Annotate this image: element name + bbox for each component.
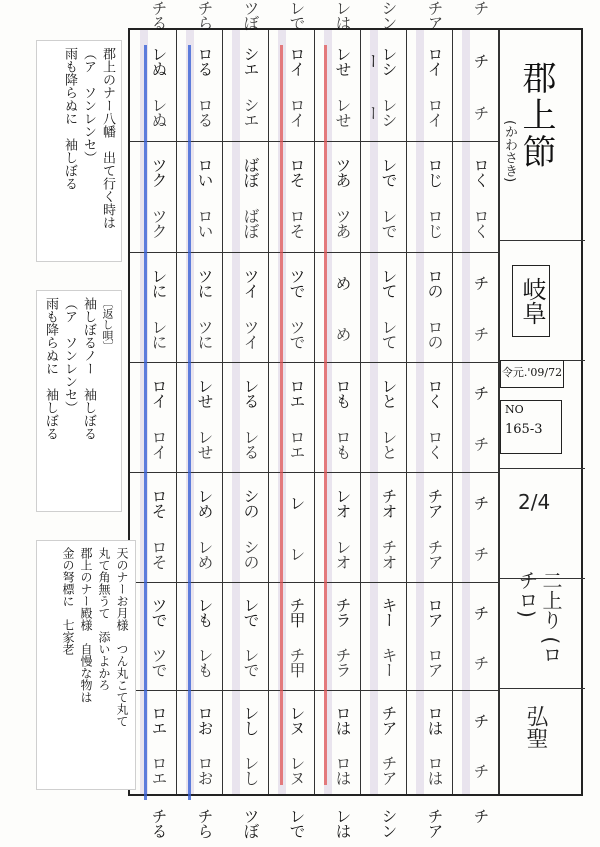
notation-cell: ばぼ bbox=[241, 208, 260, 239]
region-box: 岐阜 bbox=[512, 265, 550, 337]
header-divider bbox=[498, 688, 585, 689]
row-divider bbox=[130, 582, 498, 583]
notation-cell: ツあ bbox=[333, 208, 352, 239]
notation-cell: ツイ bbox=[241, 318, 260, 349]
notation-cell: ツぼ bbox=[241, 0, 260, 30]
notation-cell: チ bbox=[471, 495, 490, 510]
notation-cell: ツで bbox=[149, 647, 168, 677]
notation-cell: レに bbox=[149, 267, 168, 298]
notation-cell: レめ bbox=[195, 538, 214, 569]
notation-cell: ロく bbox=[425, 428, 444, 459]
notation-cell: ロイ bbox=[287, 45, 306, 76]
notation-cell: ツぼ bbox=[241, 808, 260, 838]
notation-cell: ロも bbox=[333, 377, 352, 408]
notation-cell: ロイ bbox=[425, 45, 444, 76]
notation-cell: チる bbox=[149, 808, 168, 838]
notation-cell: レヌ bbox=[287, 755, 306, 785]
notation-cell: ツあ bbox=[333, 156, 352, 187]
notation-cell: チら bbox=[195, 808, 214, 838]
notation-cell: ロの bbox=[425, 267, 444, 298]
notation-cell: シン bbox=[379, 808, 398, 838]
notation-cell: ロエ bbox=[149, 705, 168, 735]
notation-cell: ロく bbox=[471, 208, 490, 239]
notation-cell: ロそ bbox=[149, 538, 168, 569]
notation-cell: チ bbox=[471, 546, 490, 561]
notation-cell: レめ bbox=[195, 487, 214, 518]
notation-cell: ロエ bbox=[287, 377, 306, 408]
notation-cell: チア bbox=[379, 755, 398, 785]
reference-number-label: NO bbox=[505, 403, 524, 416]
notation-cell: レ bbox=[287, 495, 306, 510]
notation-cell: キー bbox=[379, 647, 398, 677]
lyrics-verse-1 bbox=[36, 40, 122, 262]
notation-cell: レで bbox=[241, 647, 260, 677]
row-divider bbox=[130, 252, 498, 253]
reference-number: 165-3 bbox=[505, 422, 543, 437]
notation-cell: レる bbox=[241, 377, 260, 408]
lyric-line: 雨も降らぬに 袖しぼる bbox=[43, 297, 58, 440]
notation-cell: ロイ bbox=[149, 428, 168, 459]
notation-cell: ツに bbox=[195, 318, 214, 349]
notation-cell: ロは bbox=[333, 705, 352, 735]
lyrics-verse-2 bbox=[36, 290, 122, 512]
notation-cell: め bbox=[333, 275, 352, 290]
notation-cell: レし bbox=[241, 705, 260, 735]
notation-cell: レぬ bbox=[149, 97, 168, 128]
notation-cell: シエ bbox=[241, 45, 260, 76]
notation-cell: ロも bbox=[333, 428, 352, 459]
notation-cell: ロは bbox=[425, 705, 444, 735]
row-divider bbox=[130, 141, 498, 142]
notation-cell: レせ bbox=[333, 45, 352, 76]
notation-cell: チ bbox=[471, 326, 490, 341]
notation-cell: ばぼ bbox=[241, 156, 260, 187]
notation-cell: ロは bbox=[425, 755, 444, 785]
notation-cell: チア bbox=[425, 808, 444, 838]
notation-cell: ロく bbox=[471, 156, 490, 187]
lyric-line: 天のナーお月様 つん丸こて丸て bbox=[115, 547, 129, 727]
notation-cell: チア bbox=[425, 538, 444, 569]
row-divider bbox=[130, 690, 498, 691]
row-divider bbox=[130, 362, 498, 363]
notation-cell: レで bbox=[379, 208, 398, 239]
notation-cell: チ bbox=[471, 604, 490, 620]
notation-cell: ツク bbox=[149, 208, 168, 239]
lyric-line: 袖しぼるノー 袖しぼる bbox=[81, 297, 96, 440]
instrument-name: 弘聖 bbox=[523, 705, 548, 749]
notation-cell: レで bbox=[287, 0, 306, 30]
notation-cell: レヌ bbox=[287, 705, 306, 735]
notation-cell: ロの bbox=[425, 318, 444, 349]
lyric-line: 雨も降らぬに 袖しぼる bbox=[62, 47, 77, 190]
notation-cell: チ bbox=[471, 275, 490, 290]
lyric-line: 丸て角無うて 添いよかろ bbox=[97, 547, 111, 691]
notation-cell: ロそ bbox=[149, 487, 168, 518]
time-signature: 2/4 bbox=[518, 490, 551, 514]
notation-cell: シエ bbox=[241, 97, 260, 128]
column-divider bbox=[452, 30, 453, 794]
notation-cell: ロく bbox=[425, 377, 444, 408]
notation-cell: チ甲 bbox=[287, 647, 306, 677]
notation-cell: ロイ bbox=[149, 377, 168, 408]
lyrics-verse-3 bbox=[36, 540, 136, 790]
header-divider bbox=[498, 468, 585, 469]
notation-cell: チア bbox=[379, 705, 398, 735]
notation-cell: め bbox=[333, 326, 352, 341]
notation-cell: レは bbox=[333, 0, 352, 30]
notation-cell: チア bbox=[425, 0, 444, 30]
notation-cell: レオ bbox=[333, 487, 352, 518]
notation-cell: チら bbox=[195, 0, 214, 30]
notation-cell: ツで bbox=[287, 267, 306, 298]
lyric-line: （ア ソンレンセ） bbox=[62, 297, 77, 414]
notation-cell: ツイ bbox=[241, 267, 260, 298]
notation-cell: チ bbox=[471, 712, 490, 728]
notation-cell: ロる bbox=[195, 97, 214, 128]
notation-cell: レし bbox=[241, 755, 260, 785]
lyric-line: 金の弩標に 七家老 bbox=[61, 547, 75, 655]
notation-cell: シの bbox=[241, 487, 260, 518]
column-divider bbox=[268, 30, 269, 794]
notation-cell: ロイ bbox=[425, 97, 444, 128]
notation-cell: チラ bbox=[333, 647, 352, 677]
reference-number-box bbox=[500, 400, 562, 454]
notation-cell: チオ bbox=[379, 487, 398, 518]
notation-cell: レで bbox=[379, 156, 398, 187]
notation-cell: ロそ bbox=[287, 208, 306, 239]
notation-cell: レせ bbox=[195, 377, 214, 408]
notation-cell: ロる bbox=[195, 45, 214, 76]
verse-label: 〔返し唄〕 bbox=[101, 297, 114, 352]
lyric-line: 郡上のナー殿様 自慢な物は bbox=[79, 547, 93, 703]
notation-cell: チ bbox=[471, 762, 490, 778]
notation-cell: レで bbox=[287, 808, 306, 838]
notation-cell: レせ bbox=[195, 428, 214, 459]
notation-cell: ツで bbox=[287, 318, 306, 349]
notation-cell: レせ bbox=[333, 97, 352, 128]
notation-cell: ロそ bbox=[287, 156, 306, 187]
notation-cell: ツに bbox=[195, 267, 214, 298]
column-divider bbox=[360, 30, 361, 794]
column-divider bbox=[176, 30, 177, 794]
column-divider bbox=[222, 30, 223, 794]
notation-cell: レシー bbox=[363, 97, 398, 128]
notation-cell: ロお bbox=[195, 755, 214, 785]
column-divider bbox=[406, 30, 407, 794]
song-title: 郡上節 bbox=[516, 60, 556, 171]
notation-cell: ロエ bbox=[287, 428, 306, 459]
notation-cell: ロい bbox=[195, 156, 214, 187]
notation-cell: ロア bbox=[425, 647, 444, 677]
notation-cell: レオ bbox=[333, 538, 352, 569]
notation-cell: レで bbox=[241, 597, 260, 627]
notation-cell: チ bbox=[471, 104, 490, 120]
notation-cell: シン bbox=[379, 0, 398, 30]
notation-cell: レシー bbox=[363, 45, 398, 76]
notation-cell: レる bbox=[241, 428, 260, 459]
notation-cell: チ bbox=[471, 53, 490, 69]
notation-cell: レも bbox=[195, 597, 214, 627]
notation-cell: キー bbox=[379, 597, 398, 627]
notation-cell: チ bbox=[471, 654, 490, 670]
notation-cell: レに bbox=[149, 318, 168, 349]
notation-cell: レぬ bbox=[149, 45, 168, 76]
notation-cell: レ bbox=[287, 546, 306, 561]
title-reading: (かわさき) bbox=[502, 120, 517, 183]
row-divider bbox=[130, 472, 498, 473]
notation-cell: ロじ bbox=[425, 208, 444, 239]
notation-cell: レて bbox=[379, 267, 398, 298]
notation-cell: ロア bbox=[425, 597, 444, 627]
notation-cell: ロイ bbox=[287, 97, 306, 128]
notation-cell: レて bbox=[379, 318, 398, 349]
notation-cell: チ bbox=[471, 436, 490, 451]
notation-cell: チオ bbox=[379, 538, 398, 569]
reference-code: 令元.'09/72 bbox=[500, 360, 564, 388]
notation-cell: チ bbox=[471, 808, 490, 823]
lyric-line: 郡上のナー八幡 出て行く時は bbox=[100, 47, 115, 229]
notation-cell: ツク bbox=[149, 156, 168, 187]
notation-cell: シの bbox=[241, 538, 260, 569]
notation-cell: チラ bbox=[333, 597, 352, 627]
notation-cell: レと bbox=[379, 428, 398, 459]
header-divider bbox=[498, 240, 585, 241]
notation-cell: ロエ bbox=[149, 755, 168, 785]
notation-cell: ロは bbox=[333, 755, 352, 785]
tuning: 二上り (ロチロ) bbox=[515, 570, 563, 665]
notation-cell: ロい bbox=[195, 208, 214, 239]
notation-cell: チ bbox=[471, 385, 490, 400]
column-divider bbox=[314, 30, 315, 794]
notation-cell: チる bbox=[149, 0, 168, 30]
notation-cell: チ bbox=[471, 0, 490, 15]
notation-cell: ツで bbox=[149, 597, 168, 627]
notation-cell: ロお bbox=[195, 705, 214, 735]
notation-cell: レは bbox=[333, 808, 352, 838]
notation-cell: チ甲 bbox=[287, 597, 306, 627]
notation-cell: レも bbox=[195, 647, 214, 677]
lyric-line: （ア ソンレンセ） bbox=[81, 47, 96, 164]
notation-cell: チア bbox=[425, 487, 444, 518]
notation-cell: レと bbox=[379, 377, 398, 408]
notation-cell: ロじ bbox=[425, 156, 444, 187]
